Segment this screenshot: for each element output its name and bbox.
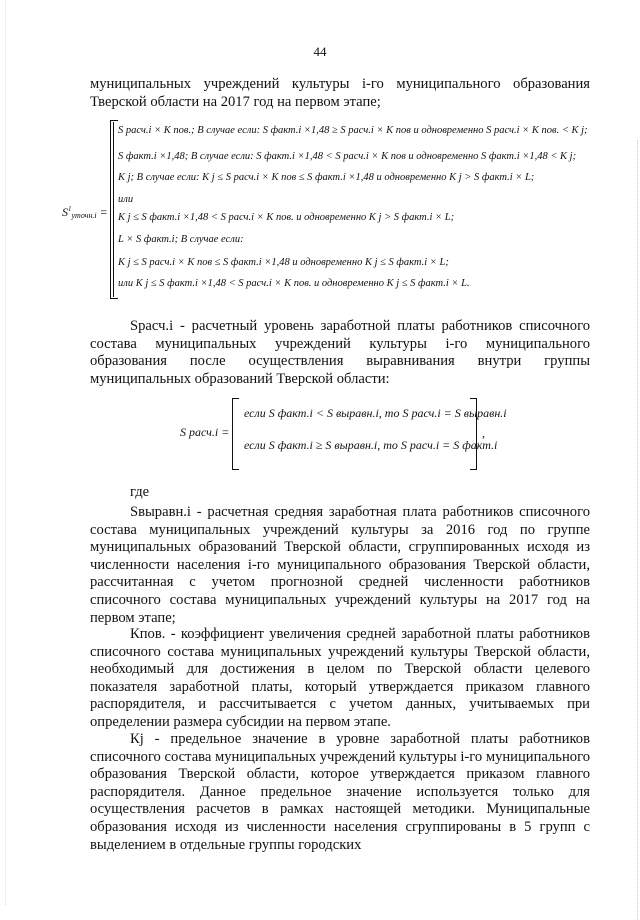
- def-srasch-text: - расчетный уровень заработной платы работников списочного состава муниципальных учреждений культуры i-го муниципального образования после осуществления выравнивания внутри группы муниципальных образований Тверской области:: [90, 318, 590, 387]
- page-number: 44: [313, 44, 327, 59]
- formula2-trail: ,: [482, 426, 485, 440]
- def-svyr-text: - расчетная средняя заработная плата работников списочного состава муниципальных учреждений культуры за 2016 год по группе муниципальных образований Тверской области, сгруппированных исходя из численности населения i-го муниципального образования Тверской области, рассчитанная с учетом прогнозной средней численности работников списочного состава муниципальных учреждений культуры на 2017 год на первом этапе;: [90, 504, 590, 626]
- formula2-row-2: если S факт.i ≥ S выравн.i, то S расч.i = S факт.i: [244, 438, 498, 452]
- formula1-row-2: S факт.i ×1,48; В случае если: S факт.i ×1,48 < S расч.i × K пов и одновременно S факт.i ×1,48 < K j;: [118, 151, 577, 162]
- scan-left-edge: [5, 0, 7, 905]
- def-kpov-text: - коэффициент увеличения средней заработной платы работников списочного состава муниципальных учреждений культуры Тверской области, необходимый для достижения в целом по Тверской области целевого показателя заработной платы, который утверждается приказом главного распорядителя, и рассчитывается с учетом данных, учитываемых при определении размера субсидии на первом этапе.: [90, 626, 590, 730]
- formula1-row-3: K j; В случае если: K j ≤ S расч.i × K пов ≤ S факт.i ×1,48 и одновременно K j > S факт.i × L;: [118, 172, 535, 183]
- def-kpov-paragraph: [90, 626, 590, 732]
- def-srasch-symbol: Sрасч.i: [130, 318, 174, 334]
- formula1-row-7: K j ≤ S расч.i × K пов ≤ S факт.i ×1,48 и одновременно K j ≤ S факт.i × L;: [118, 257, 449, 268]
- def-srasch-paragraph: [90, 318, 590, 388]
- intro-line-1: муниципальных учреждений культуры i-го муниципального образования: [90, 76, 590, 92]
- scan-right-edge: [636, 140, 638, 920]
- formula1-bracket: [110, 120, 118, 299]
- formula2-lhs: S расч.i =: [180, 425, 230, 439]
- formula1-row-4: или: [118, 194, 134, 205]
- formula1-lhs: $S^1_{уточн.i}$ =: [62, 205, 108, 220]
- where-label: где: [130, 484, 150, 500]
- def-kj-symbol: Кj: [130, 731, 144, 747]
- def-kpov-symbol: Кпов.: [130, 626, 166, 642]
- formula1-row-6: L × S факт.i; В случае если:: [118, 234, 244, 245]
- def-kj-paragraph: [90, 731, 590, 854]
- def-svyr-paragraph: [90, 504, 590, 627]
- def-svyr-symbol: Sвыравн.i: [130, 504, 191, 520]
- formula1-row-1: S расч.i × K пов.; В случае если: S факт.i ×1,48 ≥ S расч.i × K пов и одновременно S расч.i × K пов. < K j;: [118, 125, 588, 136]
- def-kj-text: - предельное значение в уровне заработной платы работников списочного состава муниципальных учреждений культуры i-го муниципального образования Тверской области, которое утверждается приказом главного распорядителя. Данное предельное значение используется только для осуществления расчетов в рамках настоящей методики. Муниципальные образования исходя из численности населения сгруппированы в 5 групп с выделением в отдельные группы городских: [90, 731, 590, 853]
- formula2-bracket-left: [232, 398, 239, 470]
- formula1-row-5: K j ≤ S факт.i ×1,48 < S расч.i × K пов. и одновременно K j > S факт.i × L;: [118, 212, 455, 223]
- formula2-row-1: если S факт.i < S выравн.i, то S расч.i = S выравн.i: [244, 406, 507, 420]
- intro-line-2: Тверской области на 2017 год на первом этапе;: [90, 94, 381, 110]
- formula1-row-8: или K j ≤ S факт.i ×1,48 < S расч.i × K пов. и одновременно K j ≤ S факт.i × L.: [118, 278, 470, 289]
